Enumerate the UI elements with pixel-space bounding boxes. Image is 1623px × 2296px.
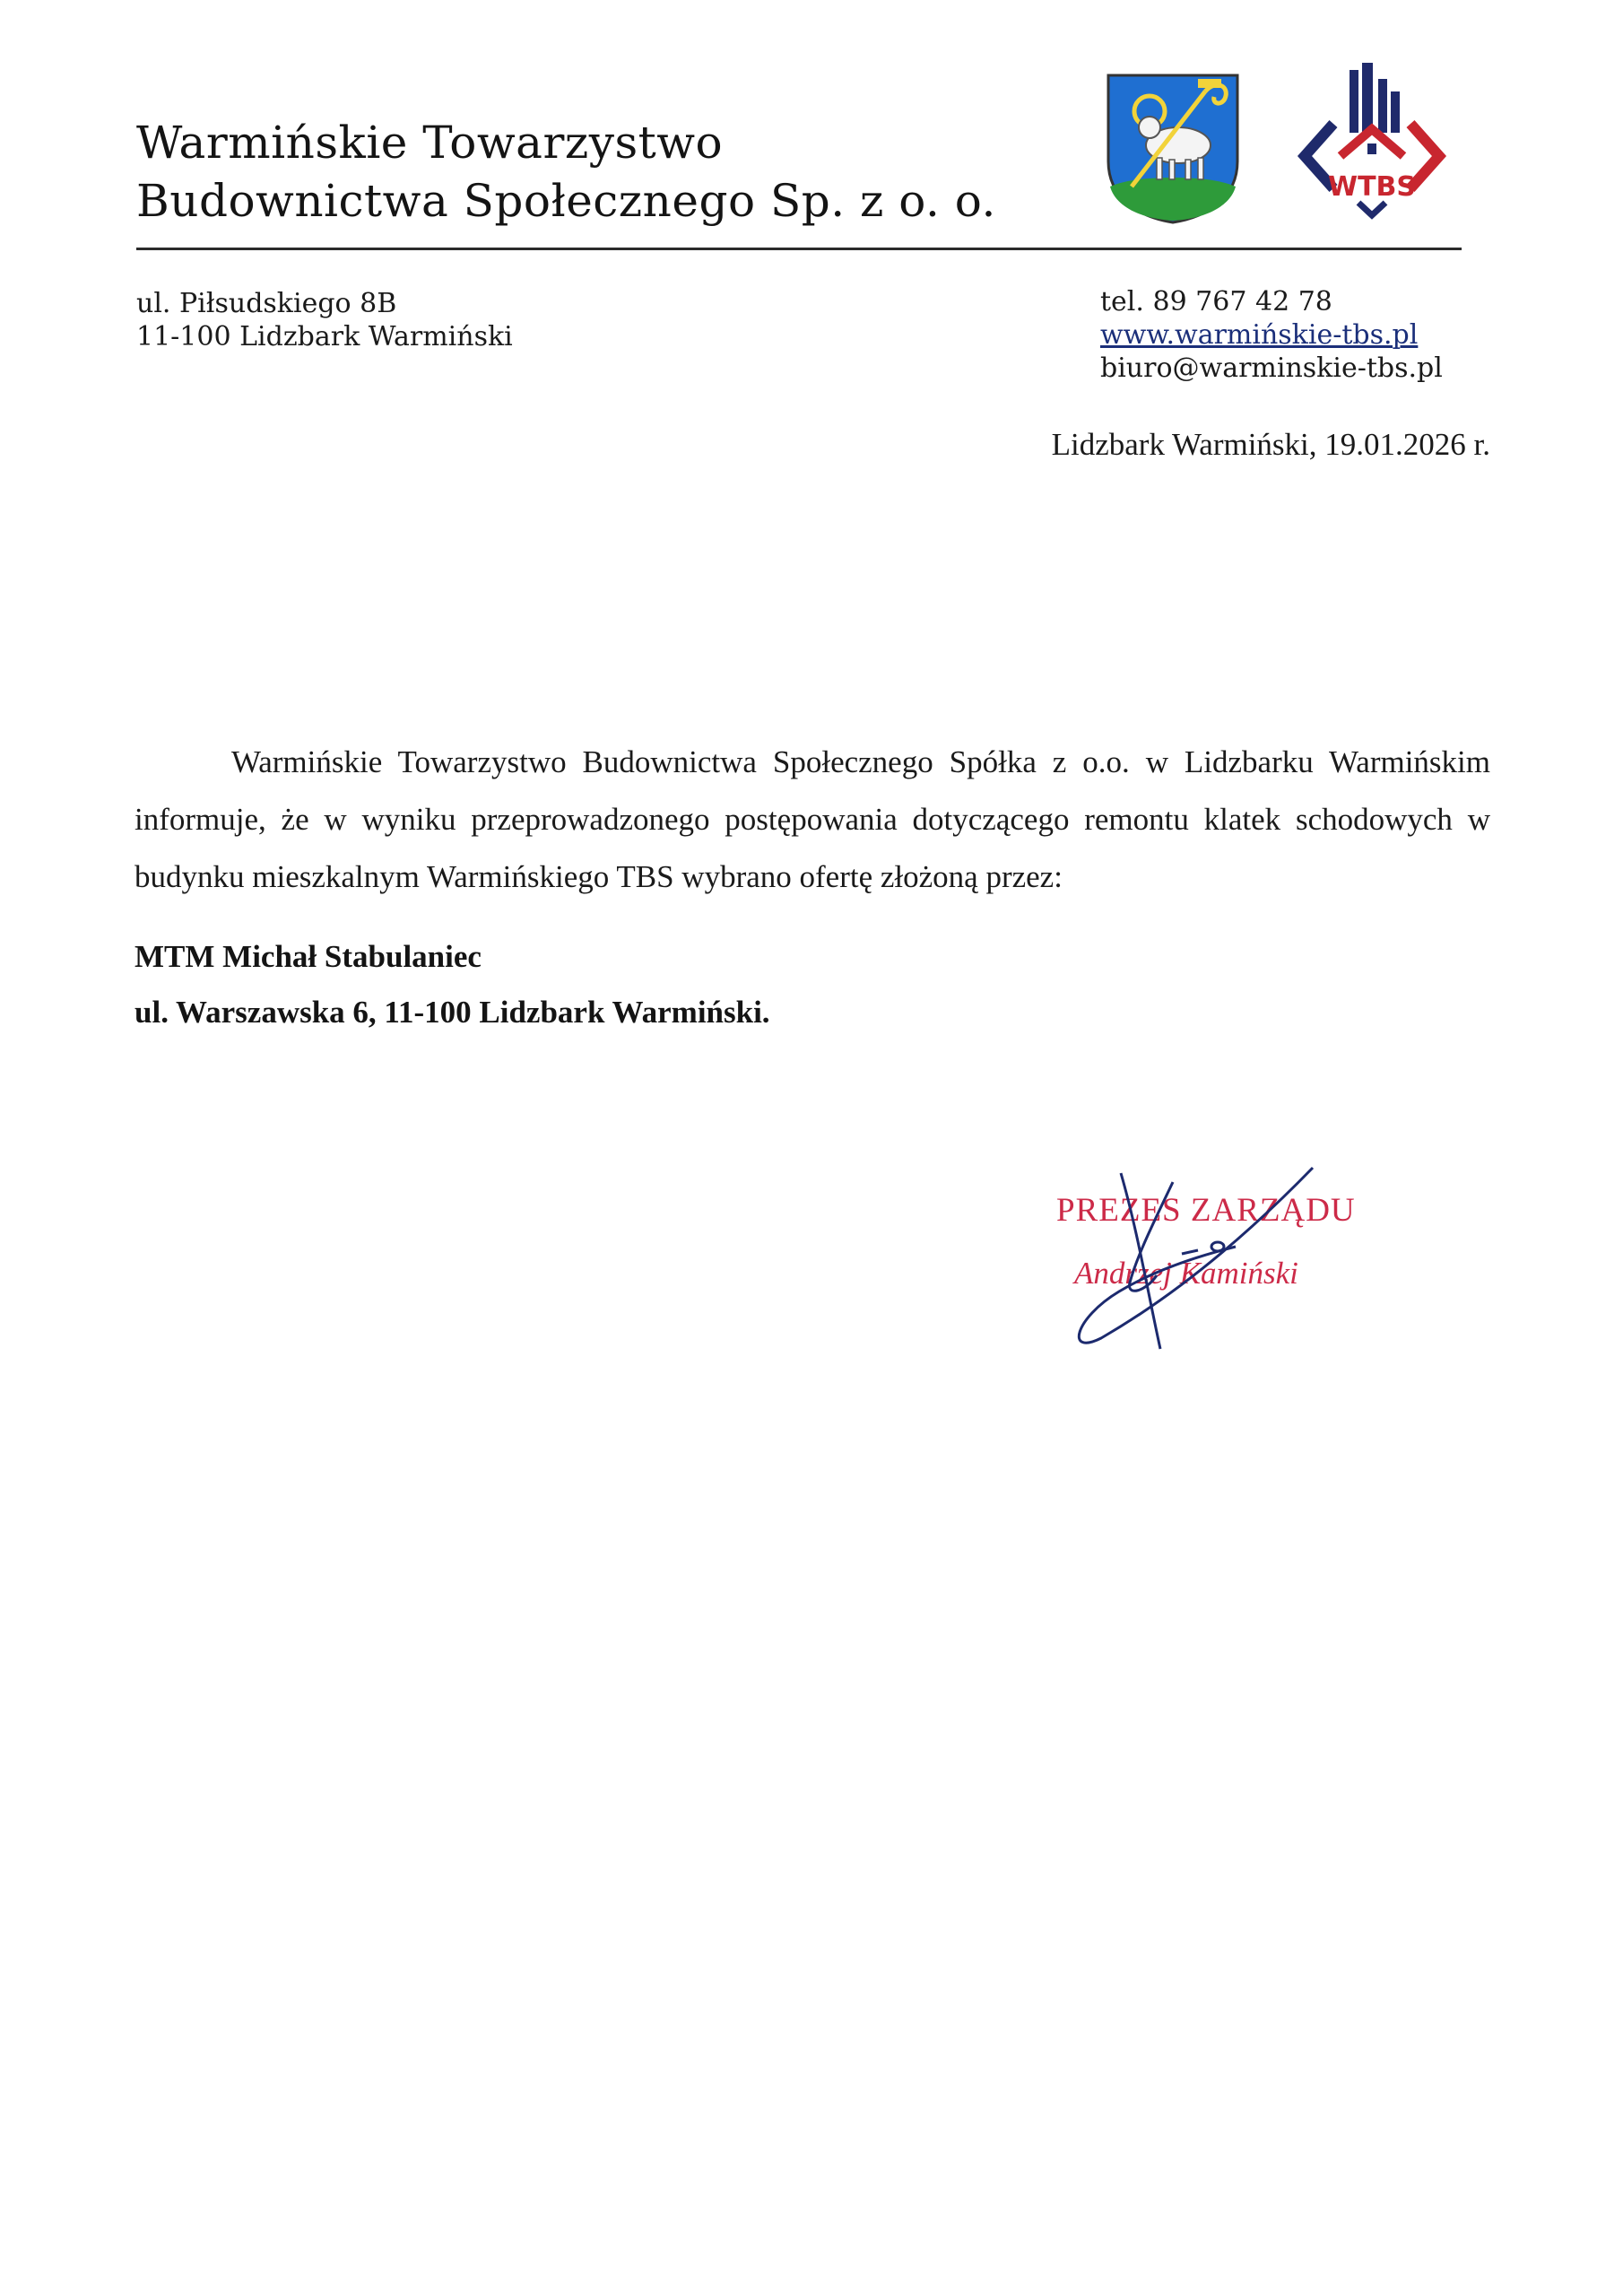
coat-of-arms-icon (1105, 72, 1241, 226)
stamp-name: Andrzej Kamiński (1074, 1256, 1298, 1291)
website-link[interactable]: www.warmińskie-tbs.pl (1100, 319, 1419, 351)
company-name-line-1: Warmińskie Towarzystwo (136, 117, 724, 169)
letter-body (135, 734, 1490, 906)
contractor-name: MTM Michał Stabulaniec (135, 939, 482, 974)
wtbs-logo-icon (1296, 61, 1448, 222)
header-divider (136, 248, 1462, 250)
address-street: ul. Piłsudskiego 8B (136, 288, 397, 319)
body-paragraph: Warmińskie Towarzystwo Budownictwa Społecznego Spółka z o.o. w Lidzbarku Warmińskim informuje, że w wyniku przeprowadzonego postępowania dotyczącego remontu klatek schodowych w budynku mieszkalnym Warmińskiego TBS wybrano ofertę złożoną przez: (135, 744, 1490, 894)
contact-email: biuro@warminskie-tbs.pl (1100, 352, 1443, 384)
contact-phone: tel. 89 767 42 78 (1100, 286, 1332, 317)
sender-address (136, 287, 513, 353)
company-name-line-2: Budownictwa Społecznego Sp. z o. o. (136, 175, 996, 227)
stamp-title: PREZES ZARZĄDU (1056, 1192, 1356, 1229)
company-name (136, 114, 996, 230)
date-line: Lidzbark Warmiński, 19.01.2026 r. (1051, 427, 1490, 462)
contractor-address: ul. Warszawska 6, 11-100 Lidzbark Warmiński. (135, 995, 770, 1030)
address-city: 11-100 Lidzbark Warmiński (136, 321, 513, 352)
wtbs-logo-text: WTBS (1327, 171, 1417, 203)
handwritten-signature (1047, 1157, 1316, 1363)
selected-contractor (135, 929, 770, 1040)
contact-block (1100, 285, 1443, 385)
